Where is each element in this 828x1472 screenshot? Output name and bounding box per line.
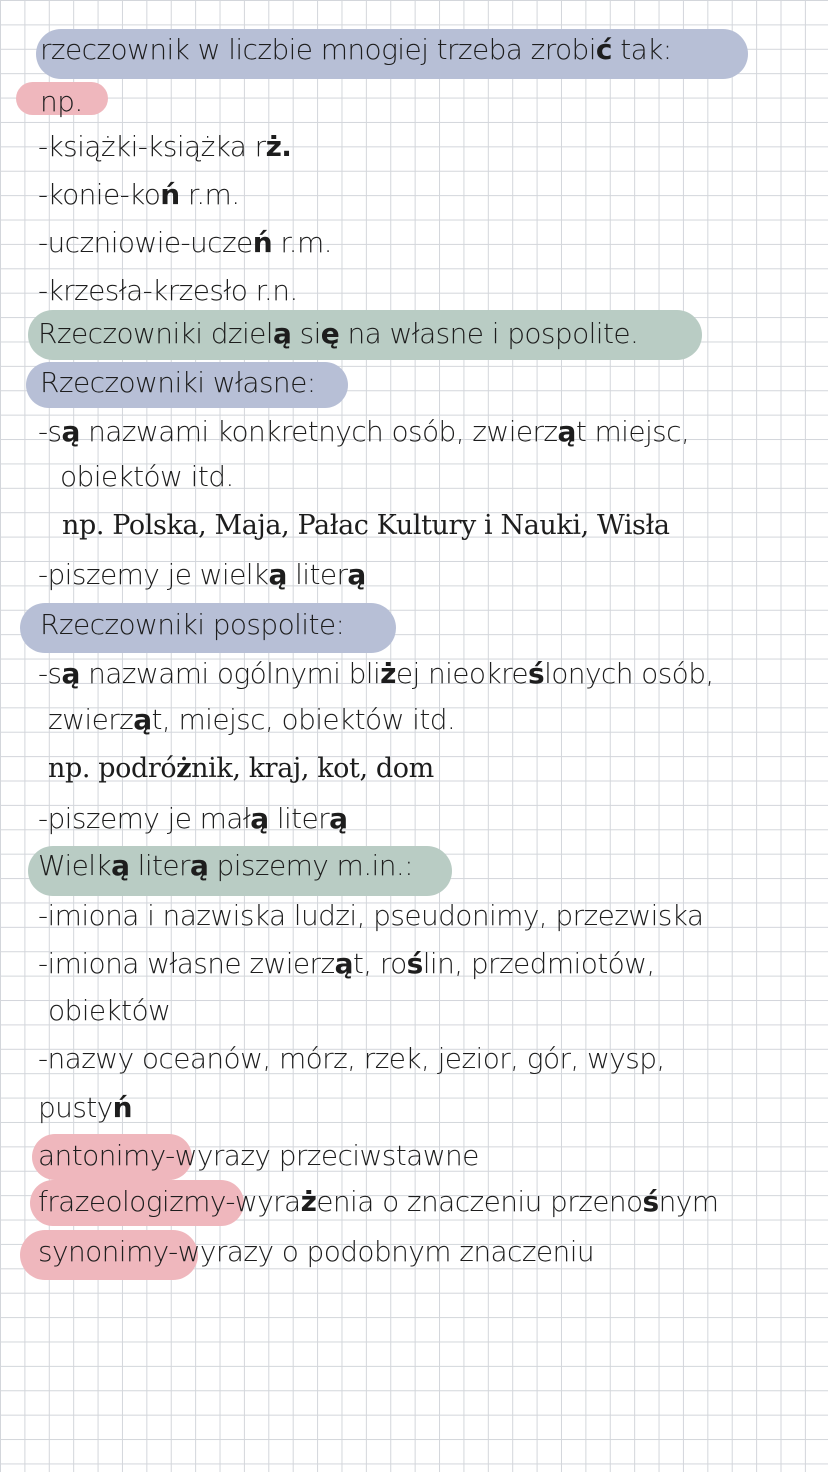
note-line-common-3: -piszemy je małą literą bbox=[38, 802, 348, 835]
note-line-capital-4: -nazwy oceanów, mórz, rzek, jezior, gór, wysp, bbox=[38, 1042, 665, 1075]
note-line-proper-1: -są nazwami konkretnych osób, zwierząt miejsc, bbox=[38, 415, 690, 448]
note-line-np: np. bbox=[40, 85, 83, 118]
note-line-synonimy: synonimy-wyrazy o podobnym znaczeniu bbox=[38, 1235, 595, 1268]
note-line-antonimy: antonimy-wyrazy przeciwstawne bbox=[38, 1139, 479, 1172]
note-line-division: Rzeczowniki dzielą się na własne i pospolite. bbox=[38, 317, 639, 350]
note-line-common-heading: Rzeczowniki pospolite: bbox=[40, 608, 345, 641]
note-line-krzesla: -krzesła-krzesło r.n. bbox=[38, 274, 298, 307]
note-line-proper-example: np. Polska, Maja, Pałac Kultury i Nauki, Wisła bbox=[62, 510, 670, 541]
note-line-konie: -konie-koń r.m. bbox=[38, 178, 240, 211]
note-line-capital-heading: Wielką literą piszemy m.in.: bbox=[38, 849, 413, 882]
note-line-capital-3: obiektów bbox=[48, 994, 171, 1027]
note-line-proper-2: obiektów itd. bbox=[60, 460, 234, 493]
note-line-frazeologizmy: frazeologizmy-wyrażenia o znaczeniu przenośnym bbox=[38, 1185, 719, 1218]
note-line-capital-1: -imiona i nazwiska ludzi, pseudonimy, przezwiska bbox=[38, 899, 704, 932]
note-line-common-1: -są nazwami ogólnymi bliżej nieokreślonych osób, bbox=[38, 657, 714, 690]
note-line-common-2: zwierząt, miejsc, obiektów itd. bbox=[48, 703, 456, 736]
note-line-uczniowie: -uczniowie-uczeń r.m. bbox=[38, 226, 332, 259]
note-line-capital-5: pustyń bbox=[38, 1091, 133, 1124]
note-line-ksiazki: -książki-książka rż. bbox=[38, 130, 292, 163]
note-line-capital-2: -imiona własne zwierząt, roślin, przedmiotów, bbox=[38, 947, 655, 980]
note-line-proper-3: -piszemy je wielką literą bbox=[38, 558, 366, 591]
note-line-proper-heading: Rzeczowniki własne: bbox=[40, 366, 316, 399]
note-line-title: rzeczownik w liczbie mnogiej trzeba zrobić tak: bbox=[40, 33, 672, 66]
note-line-common-example: np. podróżnik, kraj, kot, dom bbox=[48, 753, 434, 784]
